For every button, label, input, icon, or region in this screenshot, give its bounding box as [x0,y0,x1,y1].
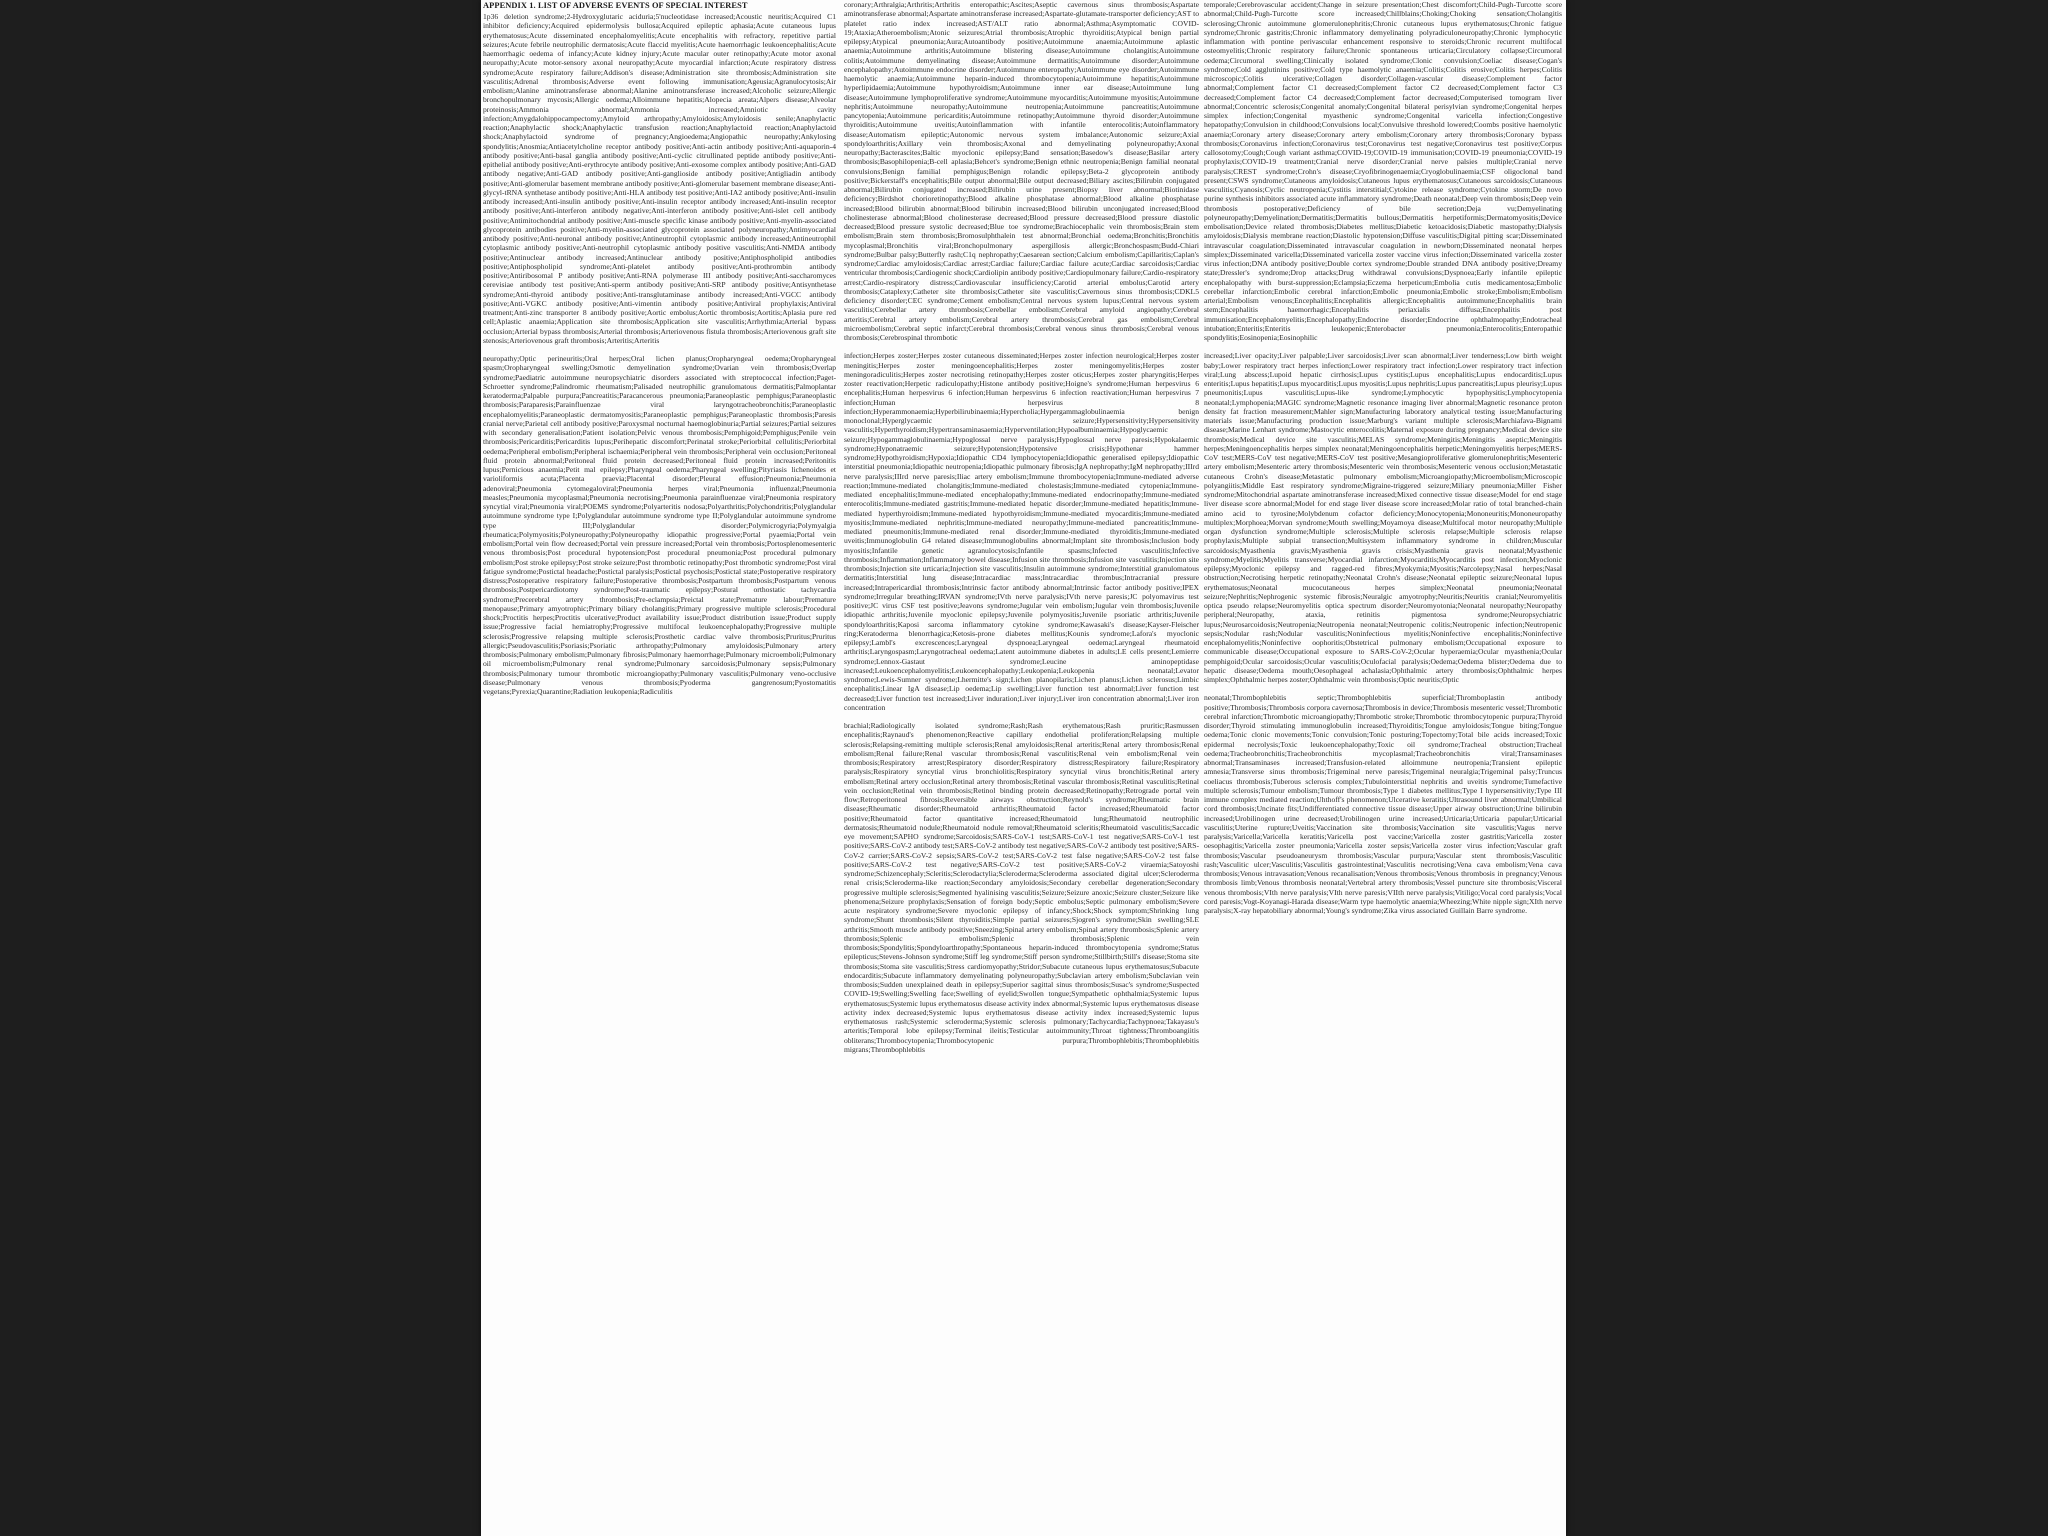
column-3-middle-text: increased;Liver opacity;Liver palpable;Liver sarcoidosis;Liver scan abnormal;Liver tenderness;Low birth weight baby;Lower respiratory tract herpes infection;Lower respiratory tract infection;Lower respiratory tract infection viral;Lung abscess;Lupoid hepatic cirrhosis;Lupus cystitis;Lupus encephalitis;Lupus endocarditis;Lupus enteritis;Lupus hepatitis;Lupus myocarditis;Lupus myositis;Lupus nephritis;Lupus pancreatitis;Lupus pleurisy;Lupus pneumonitis;Lupus vasculitis;Lupus-like syndrome;Lymphocytic hypophysitis;Lymphocytopenia neonatal;Lymphopenia;MAGIC syndrome;Magnetic resonance imaging liver abnormal;Magnetic resonance proton density fat fraction measurement;Mahler sign;Manufacturing laboratory analytical testing issue;Manufacturing materials issue;Manufacturing production issue;Marburg's variant multiple sclerosis;Marchiafava-Bignami disease;Marine Lenhart syndrome;Mastocytic enterocolitis;Maternal exposure during pregnancy;Medical device site thrombosis;Medical device site vasculitis;MELAS syndrome;Meningitis;Meningitis aseptic;Meningitis herpes;Meningoencephalitis herpes simplex neonatal;Meningoencephalitis herpetic;Meningomyelitis herpes;MERS-CoV test;MERS-CoV test negative;MERS-CoV test positive;Mesangioproliferative glomerulonephritis;Mesenteric artery embolism;Mesenteric artery thrombosis;Mesenteric vein thrombosis;Mesenteric venous occlusion;Metastatic cutaneous Crohn's disease;Metastatic pulmonary embolism;Microangiopathy;Microembolism;Microscopic polyangiitis;Middle East respiratory syndrome;Migraine-triggered seizure;Miliary pneumonia;Miller Fisher syndrome;Mitochondrial aspartate aminotransferase increased;Mixed connective tissue disease;Model for end stage liver disease score abnormal;Model for end stage liver disease score increased;Molar ratio of total branched-chain amino acid to tyrosine;Molybdenum cofactor deficiency;Monocytopenia;Mononeuritis;Mononeuropathy multiplex;Morphoea;Morvan syndrome;Mouth swelling;Moyamoya disease;Multifocal motor neuropathy;Multiple organ dysfunction syndrome;Multiple sclerosis;Multiple sclerosis relapse;Multiple sclerosis relapse prophylaxis;Multiple subpial transection;Multisystem inflammatory syndrome in children;Muscular sarcoidosis;Myasthenia gravis;Myasthenia gravis crisis;Myasthenia gravis neonatal;Myasthenic syndrome;Myelitis;Myelitis transverse;Myocardial infarction;Myocarditis;Myocarditis post infection;Myoclonic epilepsy;Myoclonic epilepsy and ragged-red fibres;Myokymia;Myositis;Narcolepsy;Nasal herpes;Nasal obstruction;Necrotising herpetic retinopathy;Neonatal Crohn's disease;Neonatal epileptic seizure;Neonatal lupus erythematosus;Neonatal mucocutaneous herpes simplex;Neonatal pneumonia;Neonatal seizure;Nephritis;Nephrogenic systemic fibrosis;Neuralgic amyotrophy;Neuritis;Neuritis cranial;Neuromyelitis optica pseudo relapse;Neuromyelitis optica spectrum disorder;Neuromyotonia;Neonatal neuropathy;Neuropathy peripheral;Neuropathy, ataxia, retinitis pigmentosa syndrome;Neuropsychiatric lupus;Neurosarcoidosis;Neutropenia;Neutropenia neonatal;Neutropenic colitis;Neutropenic infection;Neutropenic sepsis;Nodular rash;Nodular vasculitis;Noninfectious myelitis;Noninfective encephalitis;Noninfective encephalomyelitis;Noninfective oophoritis;Obstetrical pulmonary embolism;Occupational exposure to communicable disease;Occupational exposure to SARS-CoV-2;Ocular hyperaemia;Ocular myasthenia;Ocular pemphigoid;Ocular sarcoidosis;Ocular vasculitis;Oculofacial paralysis;Oedema;Oedema blister;Oedema due to hepatic disease;Oedema mouth;Oesophageal achalasia;Ophthalmic artery thrombosis;Ophthalmic herpes simplex;Ophthalmic herpes zoster;Ophthalmic vein thrombosis;Optic neuritis;Optic [1204,351,1562,684]
column-1-paragraph-gap [483,345,836,354]
column-2-bottom-text: brachial;Radiologically isolated syndrome;Rash;Rash erythematous;Rash pruritic;Rasmussen encephalitis;Raynaud's phenomenon;Reactive capillary endothelial proliferation;Relapsing multiple sclerosis;Relapsing-remitting multiple sclerosis;Renal amyloidosis;Renal arteritis;Renal artery thrombosis;Renal embolism;Renal failure;Renal vascular thrombosis;Renal vasculitis;Renal vein embolism;Renal vein thrombosis;Respiratory arrest;Respiratory disorder;Respiratory distress;Respiratory failure;Respiratory paralysis;Respiratory syncytial virus bronchiolitis;Respiratory syncytial virus bronchitis;Retinal artery embolism;Retinal artery occlusion;Retinal artery thrombosis;Retinal vascular thrombosis;Retinal vasculitis;Retinal vein occlusion;Retinal vein thrombosis;Retinol binding protein decreased;Retinopathy;Retrograde portal vein flow;Retroperitoneal fibrosis;Reversible airways obstruction;Reynold's syndrome;Rheumatic brain disease;Rheumatic disorder;Rheumatoid arthritis;Rheumatoid factor increased;Rheumatoid factor positive;Rheumatoid factor quantitative increased;Rheumatoid lung;Rheumatoid neutrophilic dermatosis;Rheumatoid nodule;Rheumatoid nodule removal;Rheumatoid scleritis;Rheumatoid vasculitis;Saccadic eye movement;SAPHO syndrome;Sarcoidosis;SARS-CoV-1 test;SARS-CoV-1 test negative;SARS-CoV-1 test positive;SARS-CoV-2 antibody test;SARS-CoV-2 antibody test negative;SARS-CoV-2 antibody test positive;SARS-CoV-2 carrier;SARS-CoV-2 sepsis;SARS-CoV-2 test;SARS-CoV-2 test false negative;SARS-CoV-2 test false positive;SARS-CoV-2 test negative;SARS-CoV-2 test positive;SARS-CoV-2 viraemia;Satoyoshi syndrome;Schizencephaly;Scleritis;Sclerodactylia;Scleroderma;Scleroderma associated digital ulcer;Scleroderma renal crisis;Scleroderma-like reaction;Secondary amyloidosis;Secondary cerebellar degeneration;Secondary progressive multiple sclerosis;Segmented hyalinising vasculitis;Seizure;Seizure anoxic;Seizure cluster;Seizure like phenomena;Seizure prophylaxis;Sensation of foreign body;Septic embolus;Septic pulmonary embolism;Severe acute respiratory syndrome;Severe myoclonic epilepsy of infancy;Shock;Shock symptom;Shrinking lung syndrome;Shunt thrombosis;Silent thyroiditis;Simple partial seizures;Sjogren's syndrome;Skin swelling;SLE arthritis;Smooth muscle antibody positive;Sneezing;Spinal artery embolism;Spinal artery thrombosis;Splenic artery thrombosis;Splenic embolism;Splenic thrombosis;Splenic vein thrombosis;Spondylitis;Spondyloarthropathy;Spontaneous heparin-induced thrombocytopenia syndrome;Status epilepticus;Stevens-Johnson syndrome;Stiff leg syndrome;Stiff person syndrome;Stillbirth;Still's disease;Stoma site thrombosis;Stoma site vasculitis;Stress cardiomyopathy;Stridor;Subacute cutaneous lupus erythematosus;Subacute endocarditis;Subacute inflammatory demyelinating polyneuropathy;Subclavian artery embolism;Subclavian vein thrombosis;Sudden unexplained death in epilepsy;Superior sagittal sinus thrombosis;Susac's syndrome;Suspected COVID-19;Swelling;Swelling face;Swelling of eyelid;Swollen tongue;Sympathetic ophthalmia;Systemic lupus erythematosus;Systemic lupus erythematosus disease activity index abnormal;Systemic lupus erythematosus disease activity index decreased;Systemic lupus erythematosus disease activity index increased;Systemic lupus erythematosus rash;Systemic scleroderma;Systemic sclerosis pulmonary;Tachycardia;Tachypnoea;Takayasu's arteritis;Temporal lobe epilepsy;Terminal ileitis;Testicular autoimmunity;Throat tightness;Thromboangiitis obliterans;Thrombocytopenia;Thrombocytopenic purpura;Thrombophlebitis;Thrombophlebitis migrans;Thrombophlebitis [844,721,1199,1054]
column-2-paragraph-gap-1 [844,342,1199,351]
text-column-3 [1204,0,1562,1536]
text-column-1 [483,0,836,1536]
document-page[interactable] [481,0,1566,1536]
column-1-top-text: 1p36 deletion syndrome;2-Hydroxyglutaric aciduria;5'nucleotidase increased;Acoustic neuritis;Acquired C1 inhibitor deficiency;Acquired epidermolysis bullosa;Acquired epileptic aphasia;Acute cutaneous lupus erythematosus;Acute disseminated encephalomyelitis;Acute encephalitis with refractory, repetitive partial seizures;Acute febrile neutrophilic dermatosis;Acute flaccid myelitis;Acute haemorrhagic leukoencephalitis;Acute haemorrhagic oedema of infancy;Acute kidney injury;Acute macular outer retinopathy;Acute motor axonal neuropathy;Acute motor-sensory axonal neuropathy;Acute myocardial infarction;Acute respiratory distress syndrome;Acute respiratory failure;Addison's disease;Administration site thrombosis;Administration site vasculitis;Adrenal thrombosis;Adverse event following immunisation;Ageusia;Agranulocytosis;Air embolism;Alanine aminotransferase abnormal;Alanine aminotransferase increased;Alcoholic seizure;Allergic bronchopulmonary mycosis;Allergic oedema;Alloimmune hepatitis;Alopecia areata;Alpers disease;Alveolar proteinosis;Ammonia abnormal;Ammonia increased;Amniotic cavity infection;Amygdalohippocampectomy;Amyloid arthropathy;Amyloidosis;Amyloidosis senile;Anaphylactic reaction;Anaphylactic shock;Anaphylactic transfusion reaction;Anaphylactoid reaction;Anaphylactoid shock;Anaphylactoid syndrome of pregnancy;Angioedema;Angiopathic neuropathy;Ankylosing spondylitis;Anosmia;Antiacetylcholine receptor antibody positive;Anti-actin antibody positive;Anti-aquaporin-4 antibody positive;Anti-basal ganglia antibody positive;Anti-cyclic citrullinated peptide antibody positive;Anti-epithelial antibody positive;Anti-erythrocyte antibody positive;Anti-exosome complex antibody positive;Anti-GAD antibody negative;Anti-GAD antibody positive;Anti-ganglioside antibody positive;Antigliadin antibody positive;Anti-glomerular basement membrane antibody positive;Anti-glomerular basement membrane disease;Anti-glycyl-tRNA synthetase antibody positive;Anti-HLA antibody test positive;Anti-IA2 antibody positive;Anti-insulin antibody increased;Anti-insulin antibody positive;Anti-insulin receptor antibody increased;Anti-insulin receptor antibody positive;Anti-interferon antibody negative;Anti-interferon antibody positive;Anti-islet cell antibody positive;Antimitochondrial antibody positive;Anti-muscle specific kinase antibody positive;Anti-myelin-associated glycoprotein antibodies positive;Anti-myelin-associated glycoprotein associated polyneuropathy;Antimyocardial antibody positive;Anti-neuronal antibody positive;Antineutrophil cytoplasmic antibody increased;Antineutrophil cytoplasmic antibody positive;Anti-neutrophil cytoplasmic antibody positive vasculitis;Anti-NMDA antibody positive;Antinuclear antibody increased;Antinuclear antibody positive;Antiphospholipid antibodies positive;Antiphospholipid syndrome;Anti-platelet antibody positive;Anti-prothrombin antibody positive;Antiribosomal P antibody positive;Anti-RNA polymerase III antibody positive;Anti-saccharomyces cerevisiae antibody test positive;Anti-sperm antibody positive;Anti-SRP antibody positive;Antisynthetase syndrome;Anti-thyroid antibody positive;Anti-transglutaminase antibody increased;Anti-VGCC antibody positive;Anti-VGKC antibody positive;Anti-vimentin antibody positive;Antiviral prophylaxis;Antiviral treatment;Anti-zinc transporter 8 antibody positive;Aortic embolus;Aortic thrombosis;Aortitis;Aplasia pure red cell;Aplastic anaemia;Application site thrombosis;Application site vasculitis;Arrhythmia;Arterial bypass occlusion;Arterial bypass thrombosis;Arterial thrombosis;Arteriovenous fistula thrombosis;Arteriovenous graft site stenosis;Arteriovenous graft thrombosis;Arteritis;Arteritis [483,12,836,345]
column-3-paragraph-gap-2 [1204,684,1562,693]
column-3-bottom-text: neonatal;Thrombophlebitis septic;Thrombophlebitis superficial;Thromboplastin antibody positive;Thrombosis;Thrombosis corpora cavernosa;Thrombosis in device;Thrombosis mesenteric vessel;Thrombotic cerebral infarction;Thrombotic microangiopathy;Thrombotic stroke;Thrombotic thrombocytopenic purpura;Thyroid disorder;Thyroid stimulating immunoglobulin increased;Thyroiditis;Tongue amyloidosis;Tongue biting;Tongue oedema;Tonic clonic movements;Tonic convulsion;Tonic posturing;Topectomy;Total bile acids increased;Toxic epidermal necrolysis;Toxic leukoencephalopathy;Toxic oil syndrome;Tracheal obstruction;Tracheal oedema;Tracheobronchitis;Tracheobronchitis mycoplasmal;Tracheobronchitis viral;Transaminases abnormal;Transaminases increased;Transfusion-related alloimmune neutropenia;Transient epileptic amnesia;Transverse sinus thrombosis;Trigeminal nerve paresis;Trigeminal neuralgia;Trigeminal palsy;Truncus coeliacus thrombosis;Tuberous sclerosis complex;Tubulointerstitial nephritis and uveitis syndrome;Tumefactive multiple sclerosis;Tumour embolism;Tumour thrombosis;Type 1 diabetes mellitus;Type I hypersensitivity;Type III immune complex mediated reaction;Uhthoff's phenomenon;Ulcerative keratitis;Ultrasound liver abnormal;Umbilical cord thrombosis;Uncinate fits;Undifferentiated connective tissue disease;Upper airway obstruction;Urine bilirubin increased;Urobilinogen urine decreased;Urobilinogen urine increased;Urticaria;Urticaria papular;Urticarial vasculitis;Uterine rupture;Uveitis;Vaccination site thrombosis;Vaccination site vasculitis;Vagus nerve paralysis;Varicella;Varicella keratitis;Varicella post vaccine;Varicella zoster gastritis;Varicella zoster oesophagitis;Varicella zoster pneumonia;Varicella zoster sepsis;Varicella zoster virus infection;Vascular graft thrombosis;Vascular pseudoaneurysm thrombosis;Vascular purpura;Vascular stent thrombosis;Vasculitic rash;Vasculitic ulcer;Vasculitis;Vasculitis gastrointestinal;Vasculitis necrotising;Vena cava embolism;Vena cava thrombosis;Venous intravasation;Venous recanalisation;Venous thrombosis;Venous thrombosis in pregnancy;Venous thrombosis limb;Venous thrombosis neonatal;Vertebral artery thrombosis;Vessel puncture site thrombosis;Visceral venous thrombosis;VIth nerve paralysis;VIth nerve paresis;VIIth nerve paralysis;Vitiligo;Vocal cord paralysis;Vocal cord paresis;Vogt-Koyanagi-Harada disease;Warm type haemolytic anaemia;Wheezing;White nipple sign;XIth nerve paralysis;X-ray hepatobiliary abnormal;Young's syndrome;Zika virus associated Guillain Barre syndrome. [1204,693,1562,915]
column-3-paragraph-gap-1 [1204,342,1562,351]
column-2-middle-text: infection;Herpes zoster;Herpes zoster cutaneous disseminated;Herpes zoster infection neurological;Herpes zoster meningitis;Herpes zoster meningoencephalitis;Herpes zoster meningomyelitis;Herpes zoster meningoradiculitis;Herpes zoster necrotising retinopathy;Herpes zoster oticus;Herpes zoster pharyngitis;Herpes zoster reactivation;Herpetic radiculopathy;Histone antibody positive;Hoigne's syndrome;Human herpesvirus 6 encephalitis;Human herpesvirus 6 infection;Human herpesvirus 6 infection reactivation;Human herpesvirus 7 infection;Human herpesvirus 8 infection;Hyperammonaemia;Hyperbilirubinaemia;Hypercholia;Hypergammaglobulinaemia benign monoclonal;Hyperglycaemic seizure;Hypersensitivity;Hypersensitivity vasculitis;Hyperthyroidism;Hypertransaminasaemia;Hyperventilation;Hypoalbuminaemia;Hypoglycaemic seizure;Hypogammaglobulinaemia;Hypoglossal nerve paralysis;Hypoglossal nerve paresis;Hypokalaemic syndrome;Hyponatraemic seizure;Hypotension;Hypotensive crisis;Hypothenar hammer syndrome;Hypothyroidism;Hypoxia;Idiopathic CD4 lymphocytopenia;Idiopathic generalised epilepsy;Idiopathic interstitial pneumonia;Idiopathic neutropenia;Idiopathic pulmonary fibrosis;IgA nephropathy;IgM nephropathy;IIIrd nerve paralysis;IIIrd nerve paresis;Iliac artery embolism;Immune thrombocytopenia;Immune-mediated adverse reaction;Immune-mediated cholangitis;Immune-mediated cholestasis;Immune-mediated cytopenia;Immune-mediated encephalitis;Immune-mediated encephalopathy;Immune-mediated endocrinopathy;Immune-mediated enterocolitis;Immune-mediated gastritis;Immune-mediated hepatic disorder;Immune-mediated hepatitis;Immune-mediated hyperthyroidism;Immune-mediated hypothyroidism;Immune-mediated myocarditis;Immune-mediated myositis;Immune-mediated nephritis;Immune-mediated neuropathy;Immune-mediated pancreatitis;Immune-mediated pneumonitis;Immune-mediated renal disorder;Immune-mediated thyroiditis;Immune-mediated uveitis;Immunoglobulin G4 related disease;Immunoglobulins abnormal;Implant site thrombosis;Inclusion body myositis;Infantile genetic agranulocytosis;Infantile spasms;Infected vasculitis;Infective thrombosis;Inflammation;Inflammatory bowel disease;Infusion site thrombosis;Infusion site vasculitis;Injection site thrombosis;Injection site urticaria;Injection site vasculitis;Insulin autoimmune syndrome;Interstitial granulomatous dermatitis;Interstitial lung disease;Intracardiac mass;Intracardiac thrombus;Intracranial pressure increased;Intrapericardial thrombosis;Intrinsic factor antibody abnormal;Intrinsic factor antibody positive;IPEX syndrome;Irregular breathing;IRVAN syndrome;IVth nerve paralysis;IVth nerve paresis;JC polyomavirus test positive;JC virus CSF test positive;Jeavons syndrome;Jugular vein embolism;Jugular vein thrombosis;Juvenile idiopathic arthritis;Juvenile myoclonic epilepsy;Juvenile polymyositis;Juvenile psoriatic arthritis;Juvenile spondyloarthritis;Kaposi sarcoma inflammatory cytokine syndrome;Kawasaki's disease;Kayser-Fleischer ring;Keratoderma blenorrhagica;Ketosis-prone diabetes mellitus;Kounis syndrome;Lafora's myoclonic epilepsy;Lambl's excrescences;Laryngeal dyspnoea;Laryngeal oedema;Laryngeal rheumatoid arthritis;Laryngospasm;Laryngotracheal oedema;Latent autoimmune diabetes in adults;LE cells present;Lemierre syndrome;Lennox-Gastaut syndrome;Leucine aminopeptidase increased;Leukoencephalomyelitis;Leukoencephalopathy;Leukopenia;Leukopenia neonatal;Levator syndrome;Lewis-Sumner syndrome;Lhermitte's sign;Lichen planopilaris;Lichen planus;Lichen sclerosus;Limbic encephalitis;Linear IgA disease;Lip oedema;Lip swelling;Liver function test abnormal;Liver function test decreased;Liver function test increased;Liver induration;Liver injury;Liver iron concentration abnormal;Liver iron concentration [844,351,1199,712]
column-2-top-text: coronary;Arthralgia;Arthritis;Arthritis enteropathic;Ascites;Aseptic cavernous sinus thrombosis;Aspartate aminotransferase abnormal;Aspartate aminotransferase increased;Aspartate-glutamate-transporter deficiency;AST to platelet ratio index increased;AST/ALT ratio abnormal;Asthma;Asymptomatic COVID-19;Ataxia;Atheroembolism;Atonic seizures;Atrial thrombosis;Atrophic thyroiditis;Atypical benign partial epilepsy;Atypical pneumonia;Aura;Autoantibody positive;Autoimmune anaemia;Autoimmune aplastic anaemia;Autoimmune arthritis;Autoimmune blistering disease;Autoimmune cholangitis;Autoimmune colitis;Autoimmune demyelinating disease;Autoimmune dermatitis;Autoimmune disorder;Autoimmune encephalopathy;Autoimmune endocrine disorder;Autoimmune enteropathy;Autoimmune eye disorder;Autoimmune haemolytic anaemia;Autoimmune heparin-induced thrombocytopenia;Autoimmune hepatitis;Autoimmune hyperlipidaemia;Autoimmune hypothyroidism;Autoimmune inner ear disease;Autoimmune lung disease;Autoimmune lymphoproliferative syndrome;Autoimmune myocarditis;Autoimmune myositis;Autoimmune nephritis;Autoimmune neuropathy;Autoimmune neutropenia;Autoimmune pancreatitis;Autoimmune pancytopenia;Autoimmune pericarditis;Autoimmune retinopathy;Autoimmune thyroid disorder;Autoimmune thyroiditis;Autoimmune uveitis;Autoinflammation with infantile enterocolitis;Autoinflammatory disease;Automatism epileptic;Autonomic nervous system imbalance;Autonomic seizure;Axial spondyloarthritis;Axillary vein thrombosis;Axonal and demyelinating polyneuropathy;Axonal neuropathy;Bacterascites;Baltic myoclonic epilepsy;Band sensation;Basedow's disease;Basilar artery thrombosis;Basophilopenia;B-cell aplasia;Behcet's syndrome;Benign ethnic neutropenia;Benign familial neonatal convulsions;Benign familial pemphigus;Benign rolandic epilepsy;Beta-2 glycoprotein antibody positive;Bickerstaff's encephalitis;Bile output abnormal;Bile output decreased;Biliary ascites;Bilirubin conjugated abnormal;Bilirubin conjugated increased;Bilirubin urine present;Biopsy liver abnormal;Biotinidase deficiency;Birdshot chorioretinopathy;Blood alkaline phosphatase abnormal;Blood alkaline phosphatase increased;Blood bilirubin abnormal;Blood bilirubin increased;Blood bilirubin unconjugated increased;Blood cholinesterase abnormal;Blood cholinesterase decreased;Blood pressure decreased;Blood pressure diastolic decreased;Blood pressure systolic decreased;Blue toe syndrome;Brachiocephalic vein thrombosis;Brain stem embolism;Brain stem thrombosis;Bromosulphthalein test abnormal;Bronchial oedema;Bronchitis;Bronchitis mycoplasmal;Bronchitis viral;Bronchopulmonary aspergillosis allergic;Bronchospasm;Budd-Chiari syndrome;Bulbar palsy;Butterfly rash;C1q nephropathy;Caesarean section;Calcium embolism;Capillaritis;Caplan's syndrome;Cardiac amyloidosis;Cardiac arrest;Cardiac failure;Cardiac failure acute;Cardiac sarcoidosis;Cardiac ventricular thrombosis;Cardiogenic shock;Cardiolipin antibody positive;Cardiopulmonary failure;Cardio-respiratory arrest;Cardio-respiratory distress;Cardiovascular insufficiency;Carotid arterial embolus;Carotid artery thrombosis;Cataplexy;Catheter site thrombosis;Catheter site vasculitis;Cavernous sinus thrombosis;CDKL5 deficiency disorder;CEC syndrome;Cement embolism;Central nervous system lupus;Central nervous system vasculitis;Cerebellar artery thrombosis;Cerebellar embolism;Cerebral amyloid angiopathy;Cerebral arteritis;Cerebral artery embolism;Cerebral artery thrombosis;Cerebral gas embolism;Cerebral microembolism;Cerebral septic infarct;Cerebral thrombosis;Cerebral venous sinus thrombosis;Cerebral venous thrombosis;Cerebrospinal thrombotic [844,0,1199,342]
text-column-2 [844,0,1199,1536]
text-columns [481,0,1566,1536]
appendix-heading: APPENDIX 1. LIST OF ADVERSE EVENTS OF SPECIAL INTEREST [483,1,748,10]
column-1-bottom-text: neuropathy;Optic perineuritis;Oral herpes;Oral lichen planus;Oropharyngeal oedema;Oropharyngeal spasm;Oropharyngeal swelling;Osmotic demyelination syndrome;Ovarian vein thrombosis;Overlap syndrome;Paediatric autoimmune neuropsychiatric disorders associated with streptococcal infection;Paget-Schroetter syndrome;Palindromic rheumatism;Palisaded neutrophilic granulomatous dermatitis;Palmoplantar keratoderma;Palpable purpura;Pancreatitis;Paracancerous pneumonia;Paraneoplastic pemphigus;Paraneoplastic thrombosis;Paraparesis;Parainfluenzae viral laryngotracheobronchitis;Paraneoplastic encephalomyelitis;Paraneoplastic dermatomyositis;Paraneoplastic pemphigus;Paraneoplastic thrombosis;Paresis cranial nerve;Parietal cell antibody positive;Paroxysmal nocturnal haemoglobinuria;Partial seizures;Partial seizures with secondary generalisation;Patient isolation;Pelvic venous thrombosis;Pemphigoid;Pemphigus;Penile vein thrombosis;Pericarditis;Pericarditis lupus;Perihepatic discomfort;Perinatal stroke;Periorbital cellulitis;Periorbital oedema;Peripheral embolism;Peripheral ischaemia;Peripheral vein thrombosis;Peripheral vein occlusion;Peritoneal fluid protein abnormal;Peritoneal fluid protein decreased;Peritoneal fluid protein increased;Peritonitis lupus;Pernicious anaemia;Petit mal epilepsy;Pharyngeal oedema;Pharyngeal swelling;Pityriasis lichenoides et varioliformis acuta;Placenta praevia;Placental disorder;Pleural effusion;Pneumonia;Pneumonia adenoviral;Pneumonia cytomegaloviral;Pneumonia herpes viral;Pneumonia influenzal;Pneumonia measles;Pneumonia mycoplasmal;Pneumonia necrotising;Pneumonia parainfluenzae viral;Pneumonia respiratory syncytial viral;Pneumonia viral;POEMS syndrome;Polyarteritis nodosa;Polyarthritis;Polychondritis;Polyglandular autoimmune syndrome type I;Polyglandular autoimmune syndrome type II;Polyglandular autoimmune syndrome type III;Polyglandular disorder;Polymicrogyria;Polymyalgia rheumatica;Polymyositis;Polyneuropathy;Polyneuropathy idiopathic progressive;Portal pyaemia;Portal vein embolism;Portal vein flow decreased;Portal vein pressure increased;Portal vein thrombosis;Portosplenomesenteric venous thrombosis;Post procedural hypotension;Post procedural pneumonia;Post procedural pulmonary embolism;Post stroke epilepsy;Post stroke seizure;Post thrombotic retinopathy;Post thrombotic syndrome;Post viral fatigue syndrome;Postictal headache;Postictal paralysis;Postictal psychosis;Postictal state;Postoperative respiratory distress;Postoperative respiratory failure;Postoperative thrombosis;Postpartum thrombosis;Postpartum venous thrombosis;Postpericardiotomy syndrome;Post-traumatic epilepsy;Postural orthostatic tachycardia syndrome;Precerebral artery thrombosis;Pre-eclampsia;Preictal state;Premature labour;Premature menopause;Primary amyotrophic;Primary biliary cholangitis;Primary progressive multiple sclerosis;Procedural shock;Proctitis herpes;Proctitis ulcerative;Product availability issue;Product distribution issue;Product supply issue;Progressive facial hemiatrophy;Progressive multifocal leukoencephalopathy;Progressive multiple sclerosis;Progressive relapsing multiple sclerosis;Prosthetic cardiac valve thrombosis;Pruritus;Pruritus allergic;Pseudovasculitis;Psoriasis;Psoriatic arthropathy;Pulmonary amyloidosis;Pulmonary artery thrombosis;Pulmonary embolism;Pulmonary fibrosis;Pulmonary haemorrhage;Pulmonary microemboli;Pulmonary oil microembolism;Pulmonary renal syndrome;Pulmonary sarcoidosis;Pulmonary sepsis;Pulmonary thrombosis;Pulmonary tumour thrombotic microangiopathy;Pulmonary vasculitis;Pulmonary veno-occlusive disease;Pulmonary venous thrombosis;Pyoderma gangrenosum;Pyostomatitis vegetans;Pyrexia;Quarantine;Radiation leukopenia;Radiculitis [483,354,836,696]
column-3-top-text: temporale;Cerebrovascular accident;Change in seizure presentation;Chest discomfort;Child-Pugh-Turcotte score abnormal;Child-Pugh-Turcotte score increased;Chillblains;Choking;Choking sensation;Cholangitis sclerosing;Chronic autoimmune glomerulonephritis;Chronic cutaneous lupus erythematosus;Chronic fatigue syndrome;Chronic gastritis;Chronic inflammatory demyelinating polyradiculoneuropathy;Chronic lymphocytic inflammation with pontine perivascular enhancement responsive to steroids;Chronic recurrent multifocal osteomyelitis;Chronic respiratory failure;Chronic spontaneous urticaria;Circulatory collapse;Circumoral oedema;Circumoral swelling;Clinically isolated syndrome;Clonic convulsion;Coeliac disease;Cogan's syndrome;Cold agglutinins positive;Cold type haemolytic anaemia;Colitis;Colitis erosive;Colitis herpes;Colitis microscopic;Colitis ulcerative;Collagen disorder;Collagen-vascular disease;Complement factor abnormal;Complement factor C1 decreased;Complement factor C2 decreased;Complement factor C3 decreased;Complement factor C4 decreased;Complement factor decreased;Computerised tomogram liver abnormal;Concentric sclerosis;Congenital anomaly;Congenital bilateral perisylvian syndrome;Congenital herpes simplex infection;Congenital myasthenic syndrome;Congenital varicella infection;Congestive hepatopathy;Convulsion in childhood;Convulsions local;Convulsive threshold lowered;Coombs positive haemolytic anaemia;Coronary artery disease;Coronary artery embolism;Coronary artery thrombosis;Coronary bypass thrombosis;Coronavirus infection;Coronavirus test;Coronavirus test negative;Coronavirus test positive;Corpus callosotomy;Cough;Cough variant asthma;COVID-19;COVID-19 immunisation;COVID-19 pneumonia;COVID-19 prophylaxis;COVID-19 treatment;Cranial nerve disorder;Cranial nerve palsies multiple;Cranial nerve paralysis;CREST syndrome;Crohn's disease;Cryofibrinogenaemia;Cryoglobulinaemia;CSF oligoclonal band present;CSWS syndrome;Cutaneous amyloidosis;Cutaneous lupus erythematosus;Cutaneous sarcoidosis;Cutaneous vasculitis;Cyanosis;Cyclic neutropenia;Cystitis interstitial;Cytokine release syndrome;Cytokine storm;De novo purine synthesis inhibitors associated acute inflammatory syndrome;Death neonatal;Deep vein thrombosis;Deep vein thrombosis postoperative;Deficiency of bile secretion;Deja vu;Demyelinating polyneuropathy;Demyelination;Dermatitis;Dermatitis bullous;Dermatitis herpetiformis;Dermatomyositis;Device embolisation;Device related thrombosis;Diabetes mellitus;Diabetic ketoacidosis;Diabetic mastopathy;Dialysis amyloidosis;Dialysis membrane reaction;Diastolic hypotension;Diffuse vasculitis;Digital pitting scar;Disseminated intravascular coagulation;Disseminated intravascular coagulation in newborn;Disseminated neonatal herpes simplex;Disseminated varicella;Disseminated varicella zoster vaccine virus infection;Disseminated varicella zoster virus infection;DNA antibody positive;Double cortex syndrome;Double stranded DNA antibody positive;Dreamy state;Dressler's syndrome;Drop attacks;Drug withdrawal convulsions;Dyspnoea;Early infantile epileptic encephalopathy with burst-suppression;Eclampsia;Eczema herpeticum;Embolia cutis medicamentosa;Embolic cerebellar infarction;Embolic cerebral infarction;Embolic pneumonia;Embolic stroke;Embolism;Embolism arterial;Embolism venous;Encephalitis;Encephalitis allergic;Encephalitis autoimmune;Encephalitis brain stem;Encephalitis haemorrhagic;Encephalitis periaxialis diffusa;Encephalitis post immunisation;Encephalomyelitis;Encephalopathy;Endocrine disorder;Endocrine ophthalmopathy;Endotracheal intubation;Enteritis;Enteritis leukopenic;Enterobacter pneumonia;Enterocolitis;Enteropathic spondylitis;Eosinopenia;Eosinophilic [1204,0,1562,342]
column-2-paragraph-gap-2 [844,712,1199,721]
